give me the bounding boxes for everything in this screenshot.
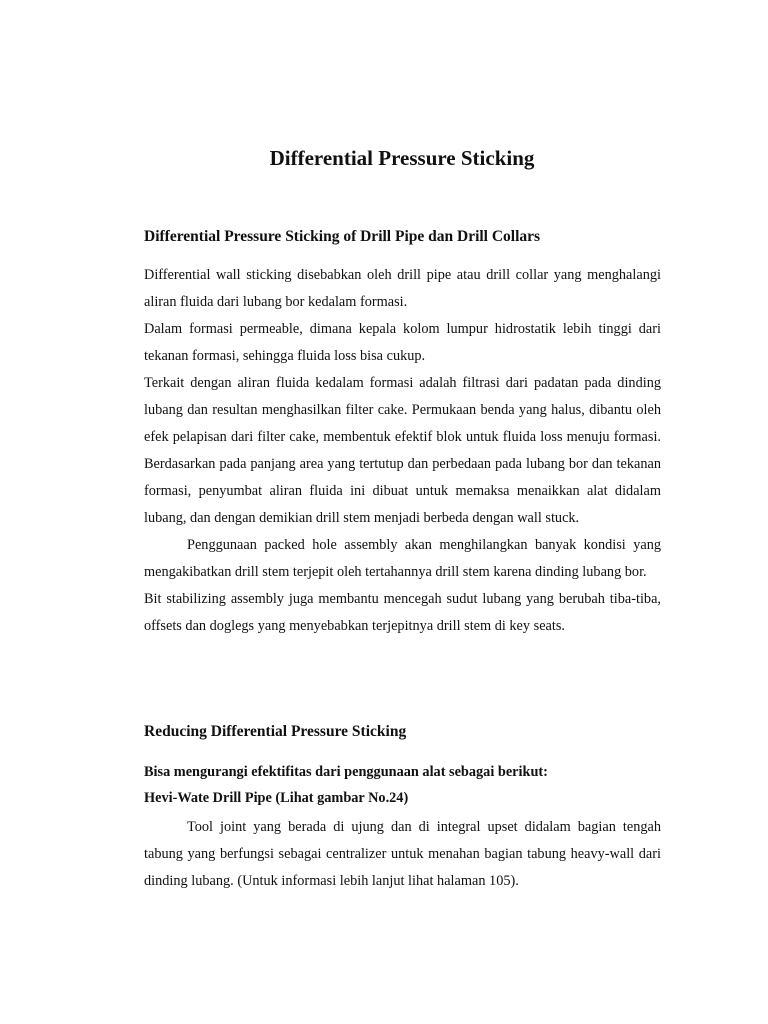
section-body-hevi-wate [144,814,661,895]
paragraph: Terkait dengan aliran fluida kedalam formasi adalah filtrasi dari padatan pada dinding lubang dan resultan menghasilkan filter cake. Permukaan benda yang halus, dibantu oleh efek pelapisan dari filter cake, membentuk efektif blok untuk fluida loss menuju formasi. Berdasarkan pada panjang area yang tertutup dan perbedaan pada lubang bor dan tekanan formasi, penyumbat aliran fluida ini dibuat untuk memaksa menaikkan alat didalam lubang, dan dengan demikian drill stem menjadi berbeda dengan wall stuck. [144,375,661,526]
subheading: Bisa mengurangi efektifitas dari penggunaan alat sebagai berikut: [144,764,548,780]
document-title: Differential Pressure Sticking [269,146,535,170]
section-heading-drill-pipe: Differential Pressure Sticking of Drill Pipe dan Drill Collars [144,228,541,245]
paragraph: Penggunaan packed hole assembly akan menghilangkan banyak kondisi yang mengakibatkan drill stem terjepit oleh tertahannya drill stem karena dinding lubang bor. [144,537,661,580]
paragraph: Dalam formasi permeable, dimana kepala kolom lumpur hidrostatik lebih tinggi dari tekanan formasi, sehingga fluida loss bisa cukup. [144,321,661,364]
paragraph: Bit stabilizing assembly juga membantu mencegah sudut lubang yang berubah tiba-tiba, offsets dan doglegs yang menyebabkan terjepitnya drill stem di key seats. [144,591,661,634]
item-title-hevi-wate: Hevi-Wate Drill Pipe (Lihat gambar No.24) [144,790,409,806]
section-heading-reducing-sticking: Reducing Differential Pressure Sticking [144,723,407,740]
section-body-drill-pipe [144,262,661,640]
paragraph: Differential wall sticking disebabkan oleh drill pipe atau drill collar yang menghalangi aliran fluida dari lubang bor kedalam formasi. [144,267,661,310]
paragraph: Tool joint yang berada di ujung dan di integral upset didalam bagian tengah tabung yang berfungsi sebagai centralizer untuk menahan bagian tabung heavy-wall dari dinding lubang. (Untuk informasi lebih lanjut lihat halaman 105). [144,819,661,889]
